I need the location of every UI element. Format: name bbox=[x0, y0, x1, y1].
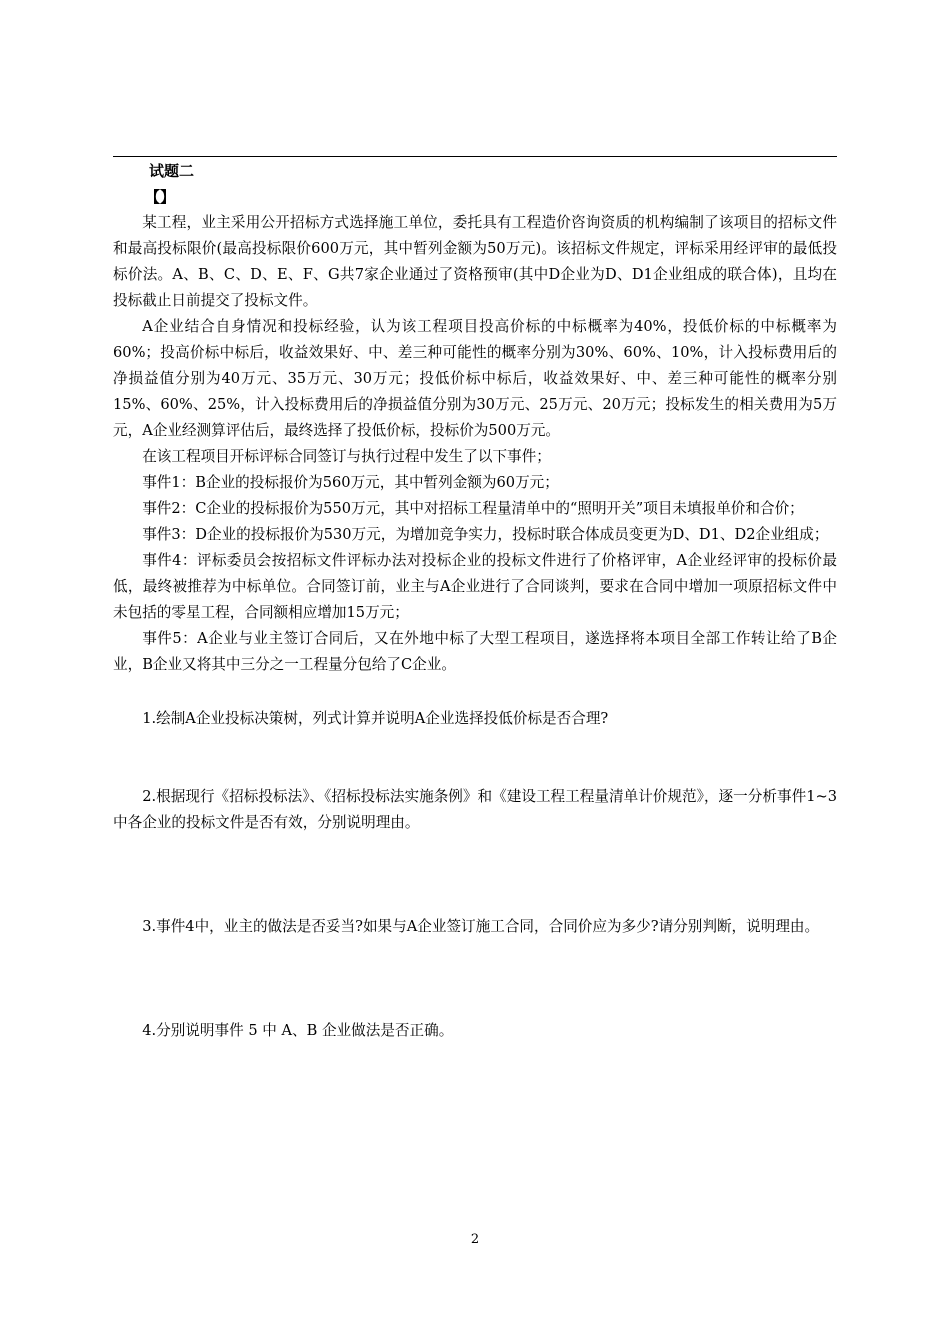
event-2: 事件2：C企业的投标报价为550万元，其中对招标工程量清单中的“照明开关”项目未填报单价和合价； bbox=[142, 500, 804, 517]
event-3: 事件3：D企业的投标报价为530万元，为增加竞争实力，投标时联合体成员变更为D、D1、D2企业组成； bbox=[142, 526, 829, 543]
scenario-bid-analysis: A企业结合自身情况和投标经验，认为该工程项目投高价标的中标概率为40%，投低价标的中标概率为60%；投高价标中标后，收益效果好、中、差三种可能性的概率分别为30%、60%、10%，计入投标费用后的净损益值分别为40万元、35万元、30万元；投低价标中标后，收益效果好、中、差三种可能性的概率分别15%、60%、25%，计入投标费用后的净损益值分别为30万元、25万元、20万元；投标发生的相关费用为5万元，A企业经测算评估后，最终选择了投低价标，投标价为500万元。 bbox=[113, 318, 837, 439]
scenario-events-intro: 在该工程项目开标评标合同签订与执行过程中发生了以下事件； bbox=[142, 448, 551, 465]
event-5: 事件5：A企业与业主签订合同后，又在外地中标了大型工程项目，遂选择将本项目全部工作转让给了B企业，B企业又将其中三分之一工程量分包给了C企业。 bbox=[113, 630, 837, 673]
event-4: 事件4：评标委员会按招标文件评标办法对投标企业的投标文件进行了价格评审，A企业经评审的投标价最低，最终被推荐为中标单位。合同签订前，业主与A企业进行了合同谈判，要求在合同中增加一项原招标文件中未包括的零星工程，合同额相应增加15万元； bbox=[113, 552, 837, 621]
section-title: 试题二 bbox=[149, 162, 195, 180]
question-2: 2.根据现行《招标投标法》、《招标投标法实施条例》和《建设工程工程量清单计价规范》，逐一分析事件1~3中各企业的投标文件是否有效，分别说明理由。 bbox=[113, 788, 837, 831]
event-1: 事件1：B企业的投标报价为560万元，其中暂列金额为60万元； bbox=[142, 474, 559, 491]
header-rule bbox=[113, 156, 837, 157]
document-body bbox=[113, 158, 837, 1044]
page-number: 2 bbox=[470, 1232, 480, 1247]
section-bracket: 【】 bbox=[145, 188, 176, 206]
question-3: 3.事件4中，业主的做法是否妥当?如果与A企业签订施工合同，合同价应为多少?请分别判断，说明理由。 bbox=[142, 918, 820, 935]
question-1: 1.绘制A企业投标决策树，列式计算并说明A企业选择投低价标是否合理? bbox=[142, 710, 609, 727]
scenario-intro: 某工程，业主采用公开招标方式选择施工单位，委托具有工程造价咨询资质的机构编制了该项目的招标文件和最高投标限价(最高投标限价600万元，其中暂列金额为50万元)。该招标文件规定，评标采用经评审的最低投标价法。A、B、C、D、E、F、G共7家企业通过了资格预审(其中D企业为D、D1企业组成的联合体)，且均在投标截止日前提交了投标文件。 bbox=[113, 214, 837, 309]
question-4: 4.分别说明事件 5 中 A、B 企业做法是否正确。 bbox=[142, 1022, 454, 1039]
